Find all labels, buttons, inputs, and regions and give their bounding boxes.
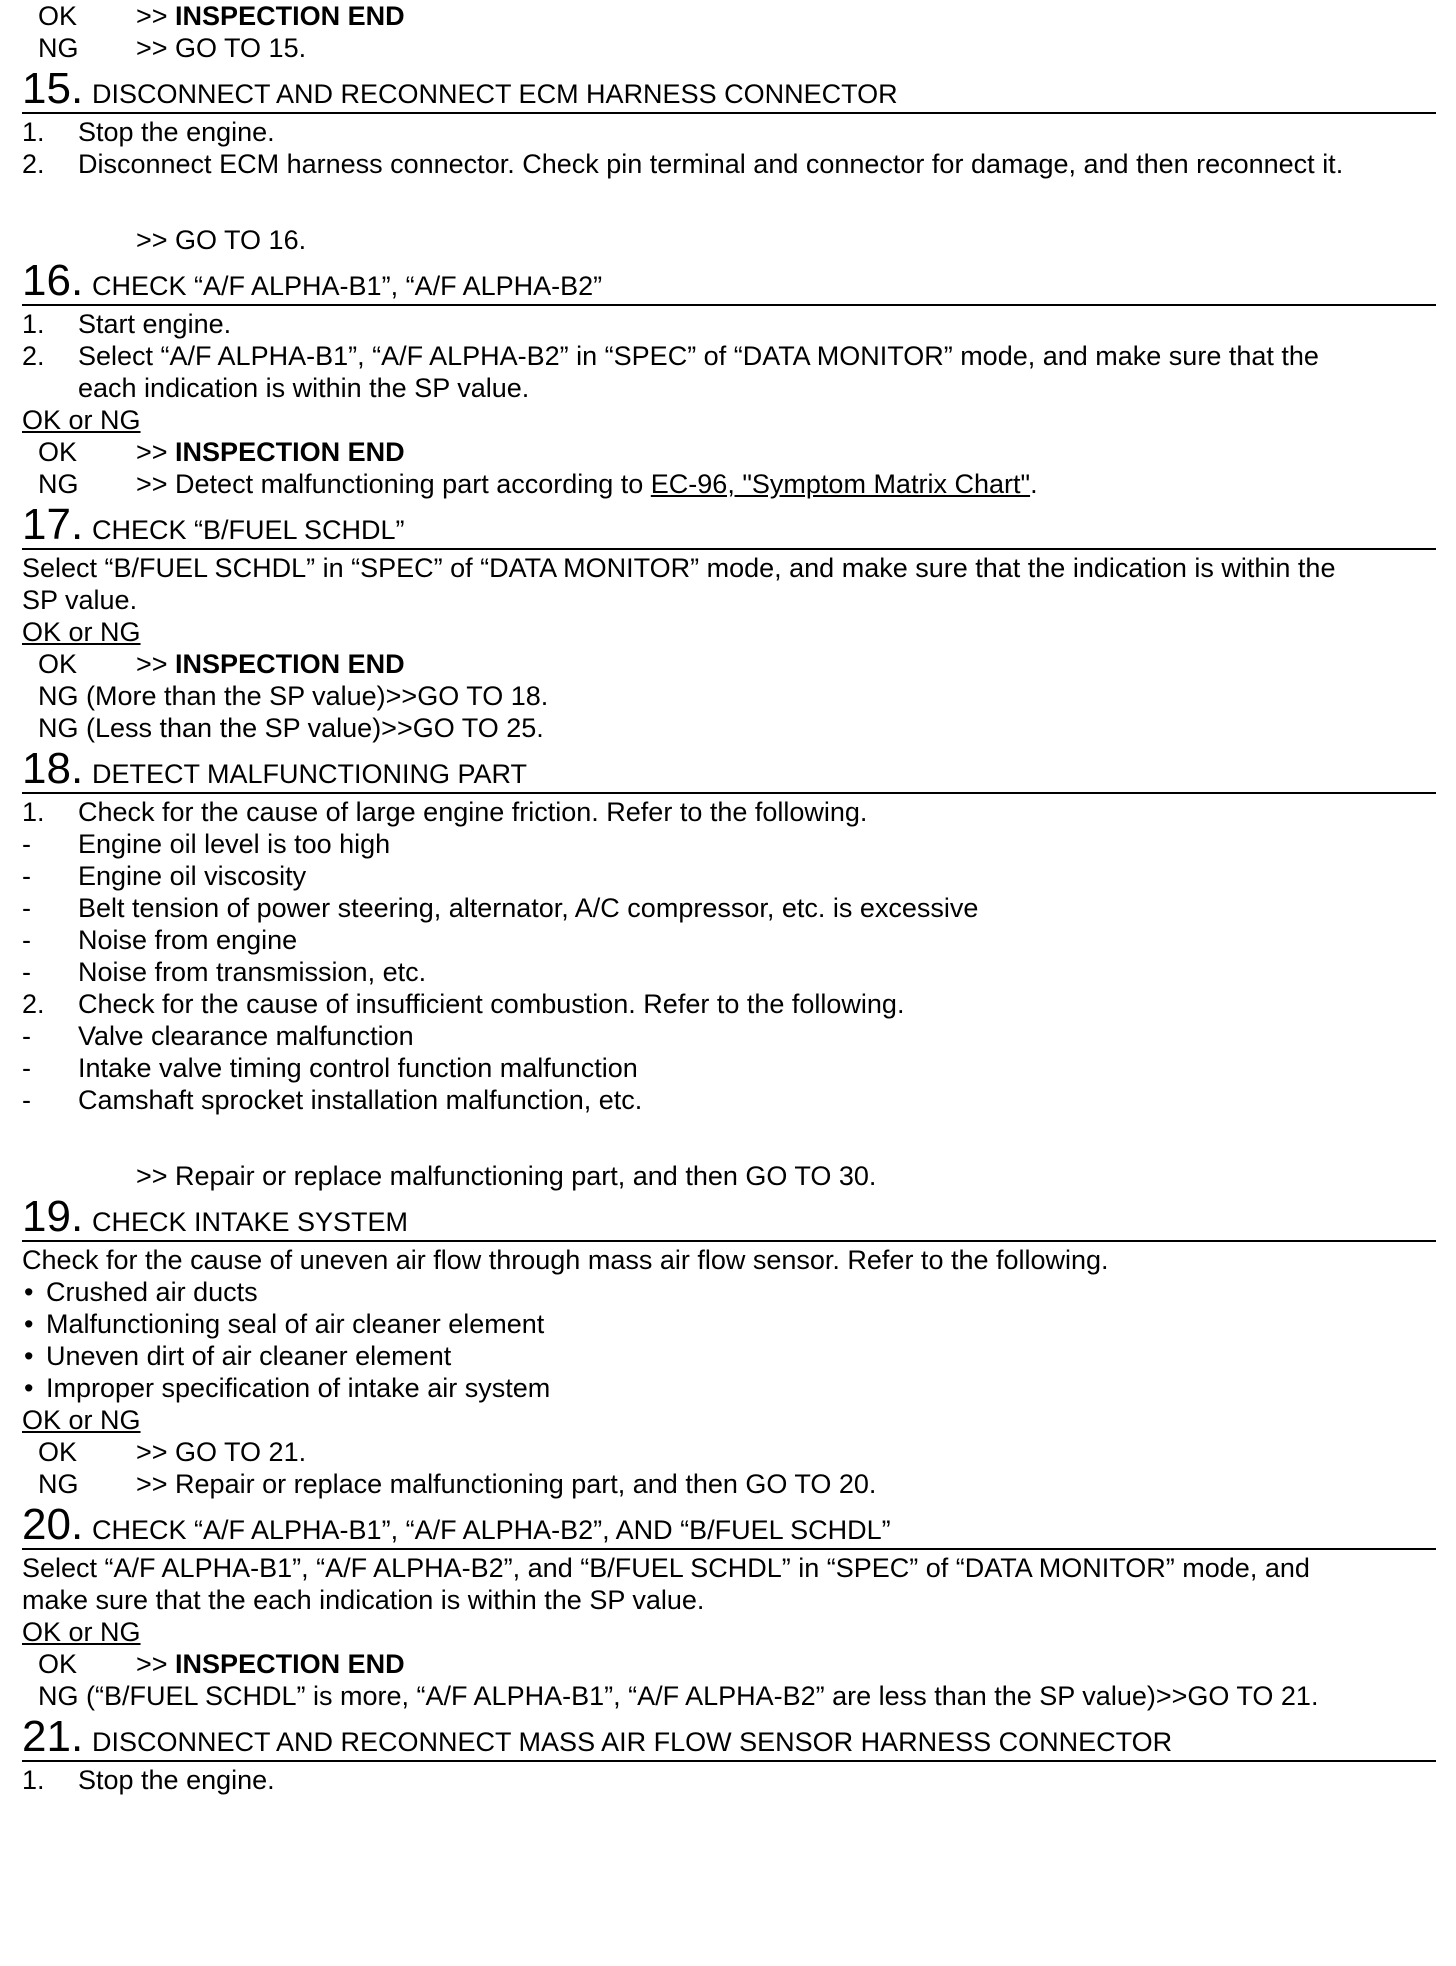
step-number: 15. xyxy=(22,64,84,113)
ng-row: NG (“B/FUEL SCHDL” is more, “A/F ALPHA-B1”, “A/F ALPHA-B2” are less than the SP value)>>GO TO 21. xyxy=(38,1681,1319,1711)
list-item: 1. Start engine. xyxy=(22,309,232,339)
ok-row: OK >> INSPECTION END xyxy=(38,649,405,679)
step-16-heading xyxy=(22,256,1436,306)
ok-or-ng-label: OK or NG xyxy=(22,617,141,647)
step-number: 16. xyxy=(22,256,84,305)
step-title: CHECK INTAKE SYSTEM xyxy=(92,1207,409,1237)
list-item: 2. Select “A/F ALPHA-B1”, “A/F ALPHA-B2” in “SPEC” of “DATA MONITOR” mode, and make sure that the each indication is within the SP value. xyxy=(22,341,1319,403)
list-item: - Engine oil viscosity xyxy=(22,861,307,891)
step-number: 19. xyxy=(22,1192,84,1241)
ok-row: OK >> GO TO 21. xyxy=(38,1437,307,1467)
step-number: 20. xyxy=(22,1500,84,1549)
paragraph: Select “B/FUEL SCHDL” in “SPEC” of “DATA MONITOR” mode, and make sure that the indication is within the xyxy=(22,553,1336,583)
ng-row: NG (More than the SP value)>>GO TO 18. xyxy=(38,681,549,711)
list-item: - Valve clearance malfunction xyxy=(22,1021,414,1051)
ng-label: NG xyxy=(38,33,79,63)
step-18-heading xyxy=(22,744,1436,794)
ok-text: >> INSPECTION END xyxy=(136,1,405,31)
ok-or-ng-label: OK or NG xyxy=(22,1405,141,1435)
list-item: 2. Disconnect ECM harness connector. Check pin terminal and connector for damage, and then reconnect it. xyxy=(22,149,1344,179)
symptom-matrix-link[interactable]: EC-96, "Symptom Matrix Chart" xyxy=(650,469,1031,499)
ng-row: NG >> Detect malfunctioning part according to EC-96, "Symptom Matrix Chart". xyxy=(38,469,1038,499)
paragraph: make sure that the each indication is within the SP value. xyxy=(22,1585,705,1615)
list-item: - Noise from transmission, etc. xyxy=(22,957,427,987)
step-19-heading xyxy=(22,1192,1436,1242)
step-title: DISCONNECT AND RECONNECT MASS AIR FLOW SENSOR HARNESS CONNECTOR xyxy=(92,1727,1173,1757)
goto-text: >> Repair or replace malfunctioning part, and then GO TO 30. xyxy=(136,1161,877,1191)
list-item: - Intake valve timing control function malfunction xyxy=(22,1053,638,1083)
top-ok-row xyxy=(22,0,1436,32)
ng-row: NG (Less than the SP value)>>GO TO 25. xyxy=(38,713,544,743)
ng-text: >> GO TO 15. xyxy=(136,33,307,63)
list-item: 2. Check for the cause of insufficient combustion. Refer to the following. xyxy=(22,989,905,1019)
bullet-item: • Uneven dirt of air cleaner element xyxy=(24,1341,452,1371)
step-title: CHECK “B/FUEL SCHDL” xyxy=(92,515,405,545)
paragraph: Check for the cause of uneven air flow through mass air flow sensor. Refer to the following. xyxy=(22,1245,1109,1275)
list-item: - Camshaft sprocket installation malfunction, etc. xyxy=(22,1085,643,1115)
step-title: DETECT MALFUNCTIONING PART xyxy=(92,759,528,789)
step-number: 17. xyxy=(22,500,84,549)
list-item: - Belt tension of power steering, alternator, A/C compressor, etc. is excessive xyxy=(22,893,979,923)
step-number: 18. xyxy=(22,744,84,793)
bullet-item: • Improper specification of intake air system xyxy=(24,1373,551,1403)
step-title: CHECK “A/F ALPHA-B1”, “A/F ALPHA-B2”, AND “B/FUEL SCHDL” xyxy=(92,1515,891,1545)
step-title: CHECK “A/F ALPHA-B1”, “A/F ALPHA-B2” xyxy=(92,271,603,301)
bullet-item: • Malfunctioning seal of air cleaner element xyxy=(24,1309,545,1339)
paragraph: Select “A/F ALPHA-B1”, “A/F ALPHA-B2”, and “B/FUEL SCHDL” in “SPEC” of “DATA MONITOR” mode, and xyxy=(22,1553,1310,1583)
document-page xyxy=(22,0,1436,1796)
list-item: - Noise from engine xyxy=(22,925,298,955)
list-item: 1. Stop the engine. xyxy=(22,1765,275,1795)
ok-row: OK >> INSPECTION END xyxy=(38,437,405,467)
ok-or-ng-label: OK or NG xyxy=(22,1617,141,1647)
step-17-heading xyxy=(22,500,1436,550)
ok-or-ng-label: OK or NG xyxy=(22,405,141,435)
step-number: 21. xyxy=(22,1712,84,1761)
step-21-heading xyxy=(22,1712,1436,1762)
top-ng-row xyxy=(22,32,1436,64)
ok-label: OK xyxy=(38,1,78,31)
ok-row: OK >> INSPECTION END xyxy=(38,1649,405,1679)
paragraph: SP value. xyxy=(22,585,138,615)
list-item: 1. Check for the cause of large engine friction. Refer to the following. xyxy=(22,797,868,827)
list-item: - Engine oil level is too high xyxy=(22,829,391,859)
bullet-item: • Crushed air ducts xyxy=(24,1277,258,1307)
step-20-heading xyxy=(22,1500,1436,1550)
ng-row: NG >> Repair or replace malfunctioning part, and then GO TO 20. xyxy=(38,1469,877,1499)
list-item: 1. Stop the engine. xyxy=(22,117,275,147)
step-title: DISCONNECT AND RECONNECT ECM HARNESS CONNECTOR xyxy=(92,79,898,109)
step-15-heading xyxy=(22,64,1436,114)
goto-text: >> GO TO 16. xyxy=(136,225,307,255)
